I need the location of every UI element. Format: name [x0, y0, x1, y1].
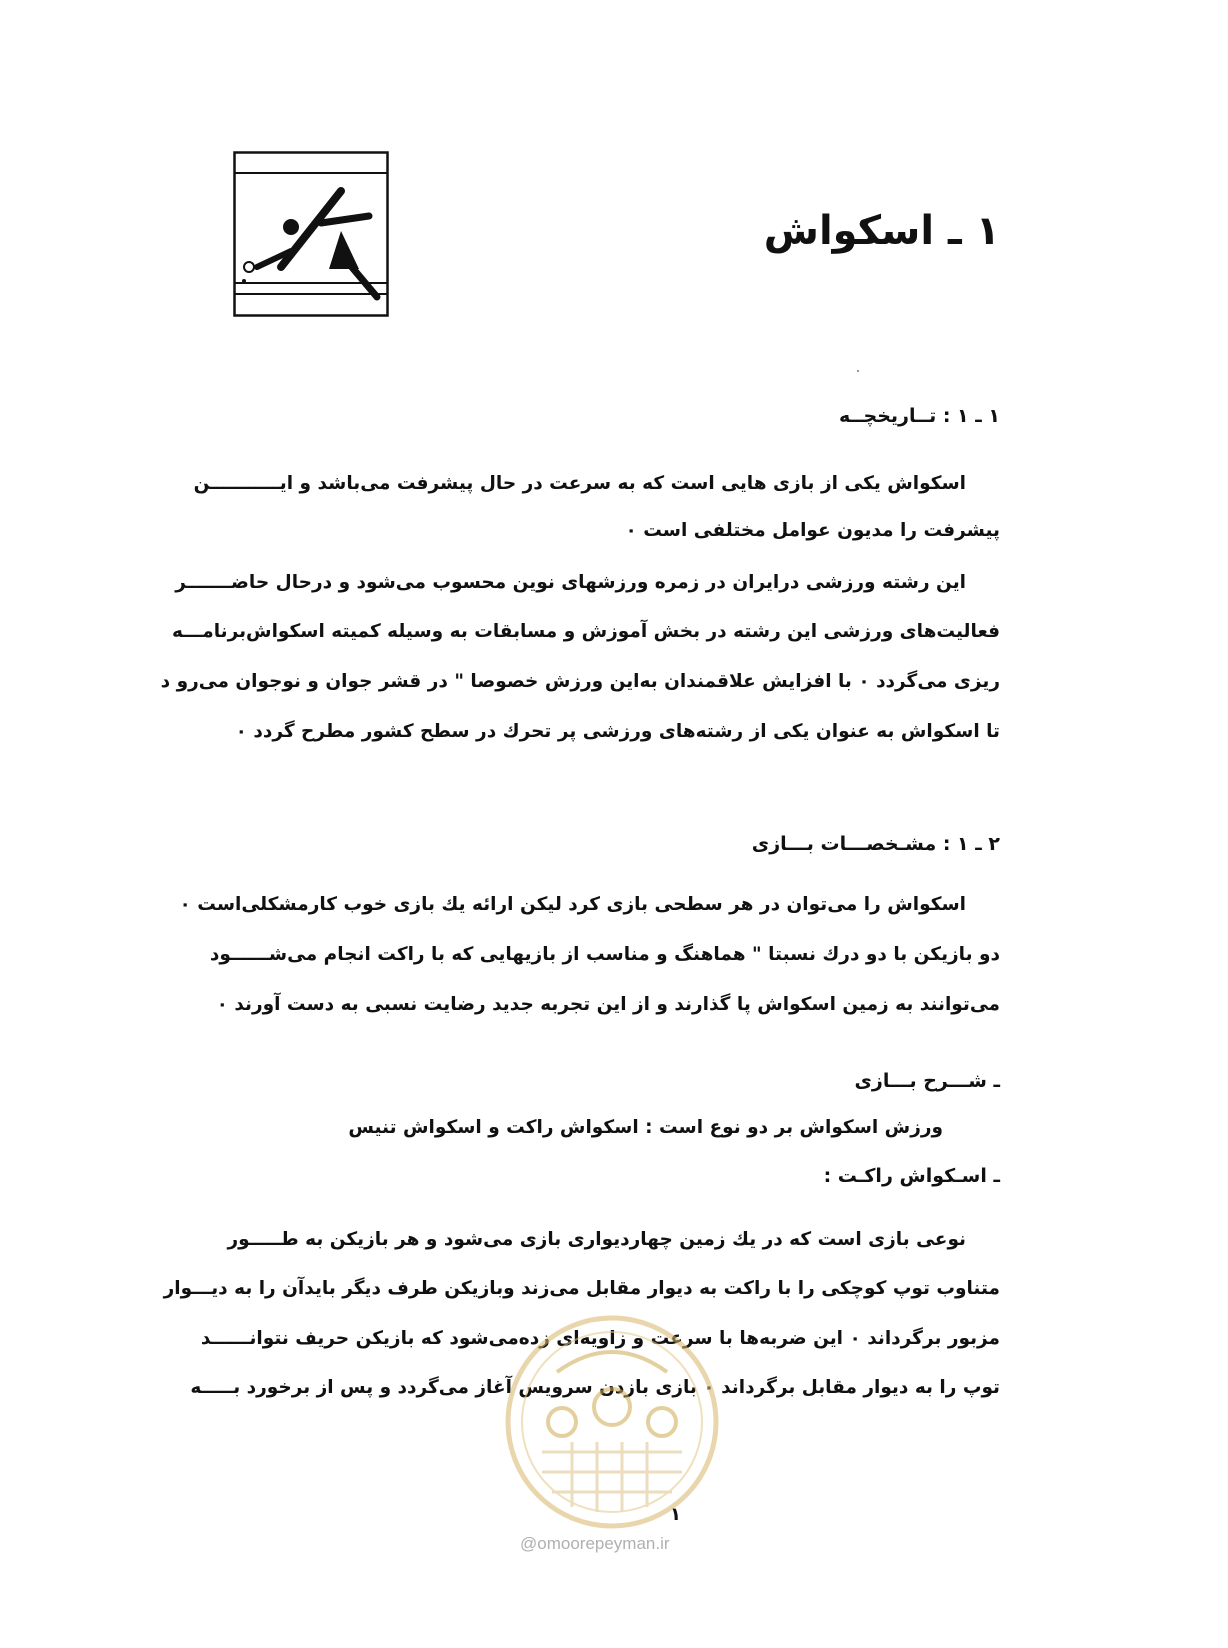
site-seal-watermark-icon [502, 1312, 722, 1532]
paragraph-line: پیشرفت را مدیون عوامل مختلفی است ۰ [625, 520, 1000, 541]
site-credit-text: @omoorepeyman.ir [520, 1534, 670, 1553]
paragraph-line: این رشته ورزشی درایران در زمره ورزشهای نوین محسوب می‌شود و درحال حاضـــــــر [175, 572, 966, 593]
chapter-title: ۱ ـ اسکواش [763, 208, 1000, 254]
subheading-game-description: ـ شـــرح بـــازی [854, 1070, 1000, 1092]
paragraph-line: اسکواش را می‌توان در هر سطحی بازی کرد لیکن ارائه یك بازی خوب کارمشکلی‌است ۰ [179, 894, 966, 915]
section-heading-history: ۱ ـ ۱ : تــاریخچــه [838, 405, 1000, 427]
site-credit [520, 1534, 670, 1554]
subheading-racket-squash: ـ اسـکواش راکـت : [823, 1165, 1000, 1187]
paragraph-line: فعالیت‌های ورزشی این رشته در بخش آموزش و مسابقات به وسیله کمیته اسکواش‌برنامـــه [172, 621, 1000, 642]
scan-speck [857, 370, 859, 372]
page-number: ۱ [670, 1504, 681, 1525]
paragraph-line: می‌توانند به زمین اسکواش پا گذارند و از این تجربه جدید رضایت نسبی به دست آورند ۰ [216, 994, 1000, 1015]
squash-player-pictogram-icon [233, 151, 389, 317]
paragraph-line: تا اسکواش به عنوان یکی از رشته‌های ورزشی پر تحرك در سطح کشور مطرح گردد ۰ [235, 721, 1000, 742]
paragraph-line: توپ را به دیوار مقابل برگرداند ۰ بازی بازدن سرویس آغاز می‌گردد و پس از برخورد بـــــه [190, 1377, 1000, 1398]
paragraph-line: ریزی می‌گردد ۰ با افزایش علاقمندان به‌این ورزش خصوصا " در قشر جوان و نوجوان می‌رو د [160, 671, 1000, 692]
paragraph-line: نوعی بازی است که در یك زمین چهاردیواری بازی می‌شود و هر بازیکن به طـــــور [227, 1229, 966, 1250]
paragraph-line: دو بازیکن با دو درك نسبتا " هماهنگ و مناسب از بازیهایی که با راکت انجام می‌شــــــود [209, 944, 1000, 965]
paragraph-line: اسکواش یکی از بازی هایی است که به سرعت در حال پیشرفت می‌باشد و ایـــــــــــن [193, 473, 966, 494]
section-heading-game-features: ۲ ـ ۱ : مشـخصـــات بـــازی [751, 833, 1000, 855]
paragraph-line: متناوب توپ کوچکی را با راکت به دیوار مقابل می‌زند وبازیکن طرف دیگر باید‌آن را به دیـــوار [163, 1278, 1000, 1299]
paragraph-line: ورزش اسکواش بر دو نوع است : اسکواش راکت و اسکواش تنیس [348, 1117, 943, 1138]
paragraph-line: مزبور برگرداند ۰ این ضربه‌ها با سرعت و زاویه‌ای زده‌می‌شود که بازیکن حریف نتوانــــــد [200, 1328, 1000, 1349]
